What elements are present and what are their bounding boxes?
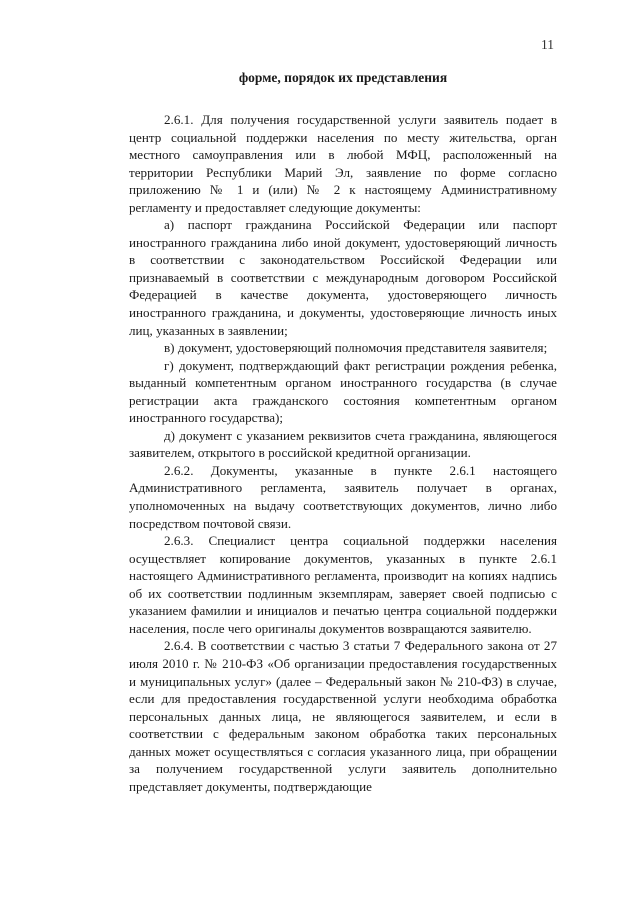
paragraph-2-6-1: 2.6.1. Для получения государственной услуги заявитель подает в центр социальной поддержки населения по месту жительства, орган местного самоуправления или в любой МФЦ, расположенный на территории Республики Марий Эл, заявление по форме согласно приложению № 1 и (или) № 2 к настоящему Административному регламенту и предоставляет следующие документы: [129, 112, 557, 215]
list-item-a: а) паспорт гражданина Российской Федерации или паспорт иностранного гражданина либо иной документ, удостоверяющий личность в соответствии с законодательством Российской Федерации или признаваемый в соответствии с международным договором Российской Федерацией в качестве документа, удостоверяющего личность иностранного гражданина, и документы, удостоверяющие личность иных лиц, указанных в заявлении; [129, 217, 557, 338]
page-number: 11 [541, 37, 554, 52]
paragraph-2-6-2: 2.6.2. Документы, указанные в пункте 2.6.1 настоящего Административного регламента, заявитель получает в органах, уполномоченных на выдачу соответствующих документов, лично либо посредством почтовой связи. [129, 462, 557, 531]
list-item-g: г) документ, подтверждающий факт регистрации рождения ребенка, выданный компетентным органом иностранного государства (в случае регистрации акта гражданского состояния компетентным органом иностранного государства); [129, 357, 557, 426]
section-heading: форме, порядок их представления [238, 70, 448, 85]
paragraph-2-6-3: 2.6.3. Специалист центра социальной поддержки населения осуществляет копирование документов, указанных в пункте 2.6.1 настоящего Административного регламента, производит на копиях надпись об их соответствии подлинным экземплярам, заверяет своей подписью с указанием фамилии и инициалов и печатью центра социальной поддержки населения, после чего оригиналы документов возвращаются заявителю. [129, 533, 557, 636]
body-text [129, 111, 557, 795]
paragraph-2-6-4: 2.6.4. В соответствии с частью 3 статьи 7 Федерального закона от 27 июля 2010 г. № 210-ФЗ «Об организации предоставления государственных и муниципальных услуг» (далее – Федеральный закон № 210-ФЗ) в случае, если для предоставления государственной услуги необходима обработка персональных данных лица, не являющегося заявителем, и если в соответствии с федеральным законом обработка таких персональных данных может осуществляться с согласия указанного лица, при обращении за получением государственной услуги заявитель дополнительно представляет документы, подтверждающие [129, 638, 557, 794]
list-item-d: д) документ с указанием реквизитов счета гражданина, являющегося заявителем, открытого в российской кредитной организации. [129, 427, 557, 461]
list-item-v: в) документ, удостоверяющий полномочия представителя заявителя; [164, 340, 548, 356]
